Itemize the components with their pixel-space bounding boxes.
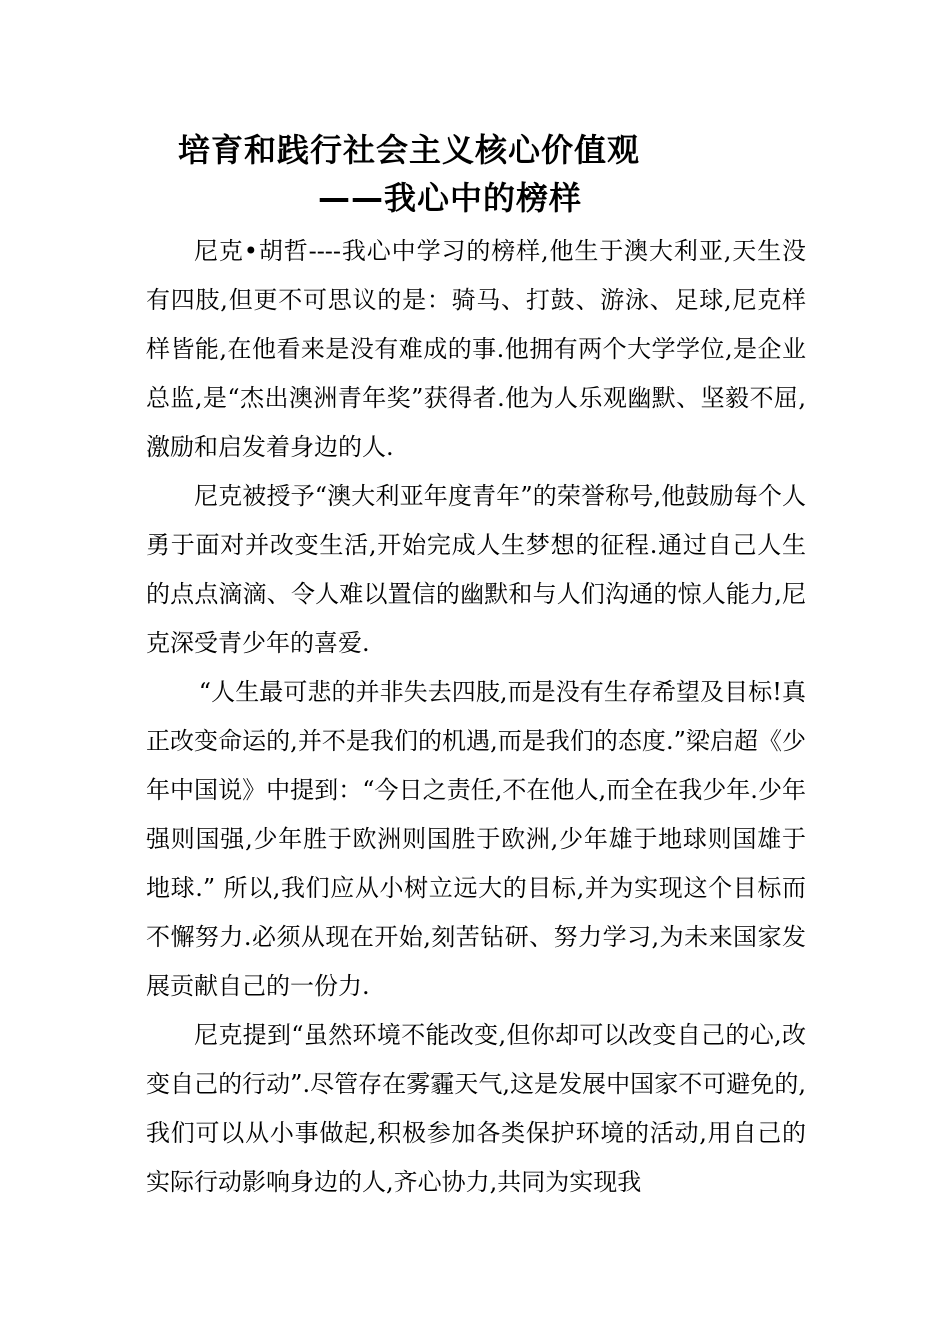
document-body [146, 227, 806, 1207]
body-paragraph: 尼克被授予“澳大利亚年度青年”的荣誉称号,他鼓励每个人勇于面对并改变生活,开始完成人生梦想的征程.通过自己人生的点点滴滴、令人难以置信的幽默和与人们沟通的惊人能力,尼克深受青少年的喜爱. [146, 482, 806, 657]
body-paragraph: “人生最可悲的并非失去四肢,而是没有生存希望及目标!真正改变命运的,并不是我们的机遇,而是我们的态度.”梁启超《少年中国说》中提到：“今日之责任,不在他人,而全在我少年.少年强则国强,少年胜于欧洲则国胜于欧洲,少年雄于地球则国雄于地球.” 所以,我们应从小树立远大的目标,并为实现这个目标而不懈努力.必须从现在开始,刻苦钻研、努力学习,为未来国家发展贡献自己的一份力. [146, 678, 806, 1000]
document-title: 培育和践行社会主义核心价值观 [178, 131, 641, 169]
body-paragraph: 尼克•胡哲----我心中学习的榜样,他生于澳大利亚,天生没有四肢,但更不可思议的是：骑马、打鼓、游泳、足球,尼克样样皆能,在他看来是没有难成的事.他拥有两个大学学位,是企业总监,是“杰出澳洲青年奖”获得者.他为人乐观幽默、坚毅不屈,激励和启发着身边的人. [146, 237, 806, 461]
body-paragraph: 尼克提到“虽然环境不能改变,但你却可以改变自己的心,改变自己的行动”.尽管存在雾霾天气,这是发展中国家不可避免的,我们可以从小事做起,积极参加各类保护环境的活动,用自己的实际行动影响身边的人,齐心协力,共同为实现我 [146, 1021, 806, 1196]
document-subtitle: ——我心中的榜样 [318, 179, 583, 217]
